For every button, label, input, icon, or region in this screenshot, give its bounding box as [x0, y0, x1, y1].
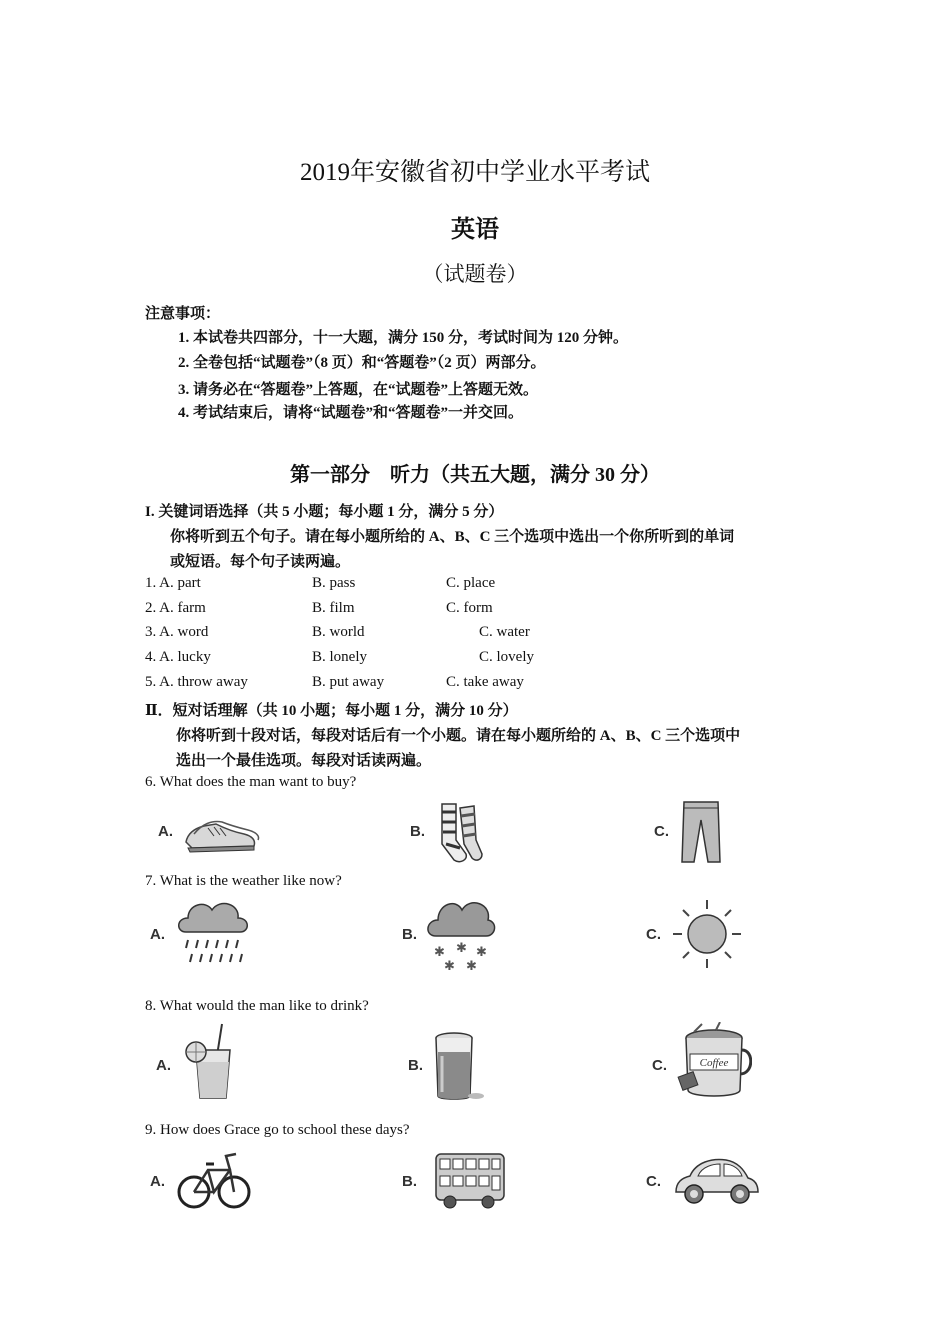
option-c: C. take away [446, 674, 524, 690]
coffee-mug-icon [676, 1022, 752, 1102]
trousers-icon [676, 800, 726, 864]
socks-icon [432, 800, 488, 866]
sun-icon [670, 896, 744, 972]
notice-heading: 注意事项： [145, 306, 221, 322]
car-icon [672, 1152, 760, 1210]
question-text: 6. What does the man want to buy? [145, 774, 357, 790]
option-label: C. [652, 1057, 667, 1074]
option-label: A. [150, 926, 165, 943]
option-label: B. [402, 926, 417, 943]
option-label: B. [402, 1173, 417, 1190]
option-label: A. [156, 1057, 171, 1074]
paper-type: （试题卷） [422, 262, 528, 286]
option-c: C. lovely [479, 649, 534, 665]
notice-item: 3. 请务必在“答题卷”上答题，在“试题卷”上答题无效。 [178, 382, 539, 398]
subject-title: 英语 [451, 217, 499, 243]
option-a: 4. A. lucky [145, 649, 211, 665]
option-a: 3. A. word [145, 624, 209, 640]
option-label: A. [150, 1173, 165, 1190]
option-c: C. water [479, 624, 530, 640]
option-b: B. lonely [312, 649, 367, 665]
water-glass-icon [432, 1030, 486, 1102]
mug-label: Coffee [699, 1057, 729, 1069]
option-label: C. [646, 926, 661, 943]
option-b: B. put away [312, 674, 385, 690]
svg-text:✱: ✱ [466, 959, 477, 974]
option-b: B. world [312, 624, 365, 640]
section-heading: Ⅱ．短对话理解（共 10 小题；每小题 1 分，满分 10 分） [145, 703, 518, 719]
notice-item: 1. 本试卷共四部分，十一大题，满分 150 分，考试时间为 120 分钟。 [178, 330, 629, 346]
option-a: 1. A. part [145, 575, 201, 591]
section-instruction: 选出一个最佳选项。每段对话读两遍。 [176, 753, 432, 769]
sneakers-icon [182, 806, 262, 858]
exam-title: 2019年安徽省初中学业水平考试 [299, 159, 650, 186]
notice-item: 4. 考试结束后，请将“试题卷”和“答题卷”一并交回。 [178, 405, 524, 421]
section-instruction: 你将听到十段对话，每段对话后有一个小题。请在每小题所给的 A、B、C 三个选项中 [176, 728, 741, 744]
svg-text:✱: ✱ [476, 945, 487, 960]
rain-cloud-icon [176, 896, 250, 974]
option-label: B. [408, 1057, 423, 1074]
snow-cloud-icon [426, 896, 496, 974]
svg-text:✱: ✱ [444, 959, 455, 974]
question-text: 7. What is the weather like now? [145, 873, 342, 889]
option-c: C. place [446, 575, 496, 591]
option-b: B. pass [312, 575, 356, 591]
option-a: 5. A. throw away [145, 674, 248, 690]
svg-text:✱: ✱ [456, 941, 467, 956]
svg-text:✱: ✱ [434, 945, 445, 960]
notice-item: 2. 全卷包括“试题卷”（8 页）和“答题卷”（2 页）两部分。 [178, 355, 546, 371]
option-a: 2. A. farm [145, 600, 206, 616]
option-label: B. [410, 823, 425, 840]
option-label: A. [158, 823, 173, 840]
option-label: C. [646, 1173, 661, 1190]
bus-icon [432, 1150, 508, 1210]
juice-glass-icon [182, 1022, 242, 1100]
section-instruction: 你将听到五个句子。请在每小题所给的 A、B、C 三个选项中选出一个你所听到的单词 [170, 529, 735, 545]
option-label: C. [654, 823, 669, 840]
option-c: C. form [446, 600, 493, 616]
bicycle-icon [176, 1148, 252, 1212]
option-b: B. film [312, 600, 355, 616]
section-heading: I. 关键词语选择（共 5 小题；每小题 1 分，满分 5 分） [145, 504, 504, 520]
section-instruction: 或短语。每个句子读两遍。 [170, 554, 351, 570]
question-text: 9. How does Grace go to school these days? [145, 1122, 410, 1138]
part-heading: 第一部分 听力（共五大题，满分 30 分） [290, 464, 660, 486]
question-text: 8. What would the man like to drink? [145, 998, 369, 1014]
